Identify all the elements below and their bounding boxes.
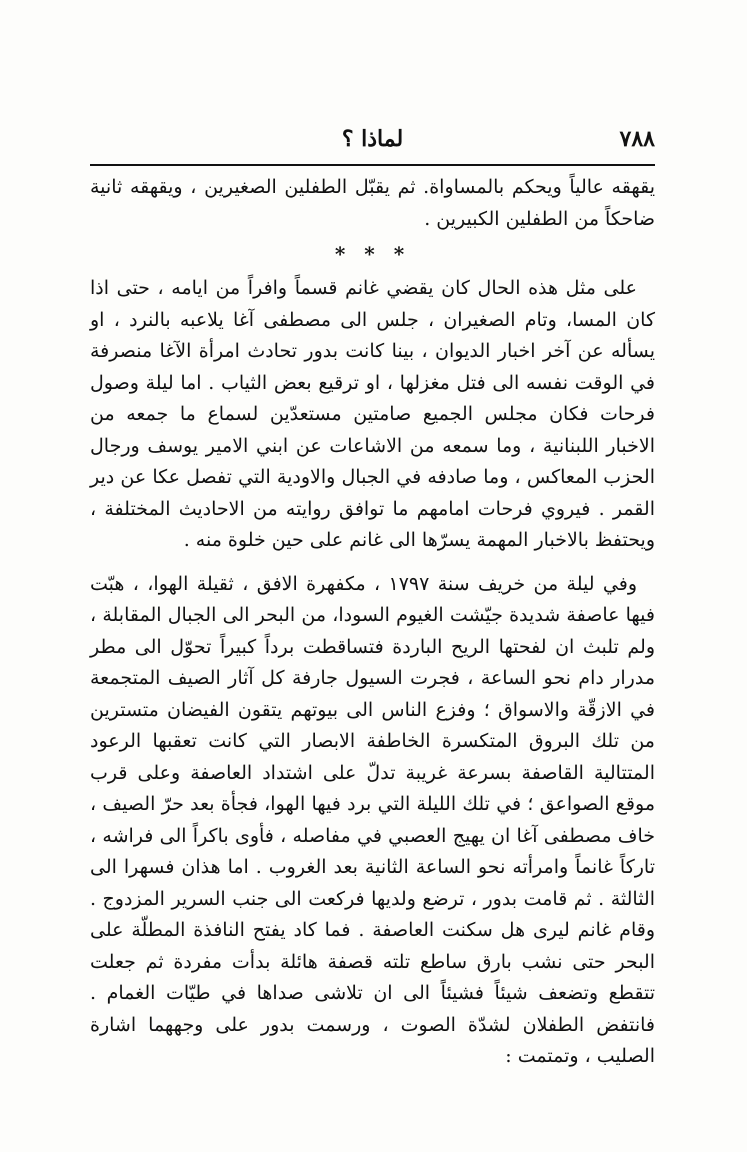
paragraph-1: يقهقه عالياً ويحكم بالمساواة. ثم يقبّل الطفلين الصغيرين ، ويقهقه ثانية ضاحكاً من الطفلين الكبيرين . [90, 176, 656, 230]
header-divider [90, 164, 655, 166]
paragraph-2: على مثل هذه الحال كان يقضي غانم قسماً وافراً من ايامه ، حتى اذا كان المسا، وتام الصغيران ، جلس الى مصطفى آغا يلاعبه بالنرد ، او يسأله عن آخر اخبار الديوان ، بينا كانت بدور تحادث امرأة الآغا منصرفة في الوقت نفسه الى فتل مغزلها ، او ترقيع بعض الثياب . اما ليلة وصول فرحات فكان مجلس الجميع صامتين مستعدّين لسماع ما جمعه من الاخبار اللبنانية ، وما سمعه من الاشاعات عن ابني الامير يوسف ورجال الحزب المعاكس ، وما صادفه في الجبال والاودية التي تفصل عكا عن دير القمر . فيروي فرحات امامهم ما توافق روايته من الاحاديث المختلفة ، ويحتفظ بالاخبار المهمة يسرّها الى غانم على حين خلوة منه . [90, 277, 655, 551]
page-body [90, 172, 655, 1073]
running-title: لماذا ؟ [341, 126, 404, 152]
section-separator: * * * [334, 242, 411, 266]
paragraph-3: وفي ليلة من خريف سنة ١٧٩٧ ، مكفهرة الافق ، ثقيلة الهوا، ، هبّت فيها عاصفة شديدة جيّشت الغيوم السودا، من البحر الى الجبال المقابلة ، ولم تلبث ان لفحتها الريح الباردة فتساقطت برداً كبيراً تحوّل الى مطر مدرار دام نحو الساعة ، فجرت السيول جارفة كل آثار الصيف المتجمعة في الازقّة والاسواق ؛ وفزع الناس الى بيوتهم يتقون الفيضان متسترين من تلك البروق المتكسرة الخاطفة الابصار التي كانت تعقبها الرعود المتتالية القاصفة بسرعة غريبة تدلّ على اشتداد العاصفة وعلى قرب موقع الصواعق ؛ في تلك الليلة التي برد فيها الهوا، فجأة بعد حرّ الصيف ، خاف مصطفى آغا ان يهيج العصبي في مفاصله ، فأوى باكراً الى فراشه ، تاركاً غانماً وامرأته نحو الساعة الثانية بعد الغروب . اما هذان فسهرا الى الثالثة . ثم قامت بدور ، ترضع ولديها فركعت الى جنب السرير المزدوج . وقام غانم ليرى هل سكنت العاصفة . فما كاد يفتح النافذة المطلّة على البحر حتى نشب بارق ساطع تلته قصفة هائلة بدأت مفردة ثم جعلت تتقطع وتضعف شيئاً فشيئاً الى ان تلاشى صداها في طيّات الغمام . فانتفض الطفلان لشدّة الصوت ، ورسمت بدور على وجههما اشارة الصليب ، وتمتمت : [90, 572, 655, 1067]
page-header [90, 126, 655, 160]
page-number: ٧٨٨ [619, 126, 655, 152]
